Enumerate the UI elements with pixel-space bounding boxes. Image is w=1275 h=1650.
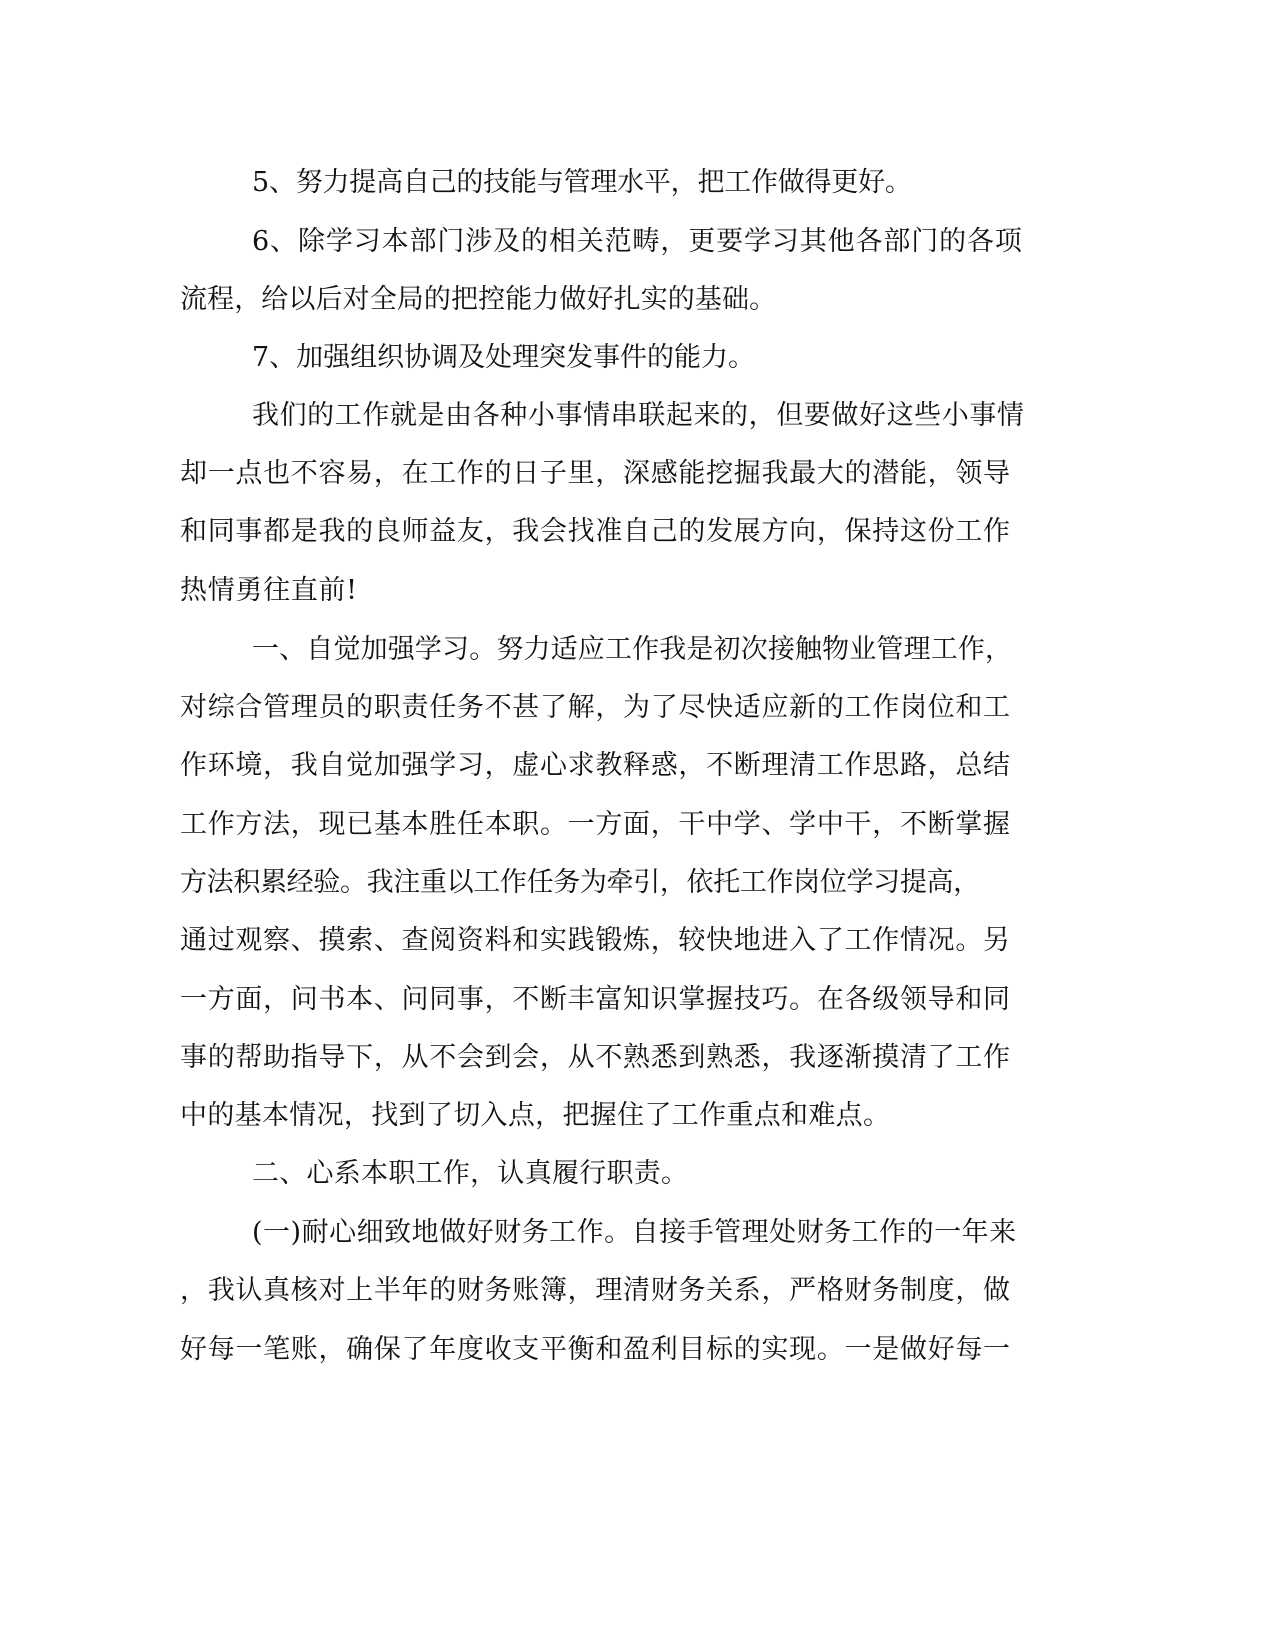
text-line: 对综合管理员的职责任务不甚了解，为了尽快适应新的工作岗位和工 xyxy=(180,692,1011,723)
text-line: 中的基本情况，找到了切入点，把握住了工作重点和难点。 xyxy=(180,1100,891,1131)
text-line: 一方面，问书本、问同事，不断丰富知识掌握技巧。在各级领导和同 xyxy=(180,984,1011,1015)
text-line: 一、自觉加强学习。努力适应工作我是初次接触物业管理工作， xyxy=(252,634,1013,665)
text-line: ，我认真核对上半年的财务账簿，理清财务关系，严格财务制度，做 xyxy=(180,1275,1011,1306)
text-line: 热情勇往直前! xyxy=(180,575,358,606)
text-line: 事的帮助指导下，从不会到会，从不熟悉到熟悉，我逐渐摸清了工作 xyxy=(180,1042,1011,1073)
text-line: 流程，给以后对全局的把控能力做好扎实的基础。 xyxy=(180,284,777,315)
text-line: (一)耐心细致地做好财务工作。自接手管理处财务工作的一年来 xyxy=(252,1217,1017,1248)
text-line: 6、除学习本部门涉及的相关范畴，更要学习其他各部门的各项 xyxy=(252,226,1023,257)
text-line: 通过观察、摸索、查阅资料和实践锻炼，较快地进入了工作情况。另 xyxy=(180,925,1011,956)
text-line: 5、努力提高自己的技能与管理水平，把工作做得更好。 xyxy=(252,167,912,198)
text-line: 工作方法，现已基本胜任本职。一方面，干中学、学中干，不断掌握 xyxy=(180,809,1011,840)
text-line: 作环境，我自觉加强学习，虚心求教释惑，不断理清工作思路，总结 xyxy=(180,750,1011,781)
text-line: 好每一笔账，确保了年度收支平衡和盈利目标的实现。一是做好每一 xyxy=(180,1334,1011,1365)
text-line: 方法积累经验。我注重以工作任务为牵引，依托工作岗位学习提高， xyxy=(180,867,980,898)
text-line: 和同事都是我的良师益友，我会找准自己的发展方向，保持这份工作 xyxy=(180,516,1011,547)
text-line: 却一点也不容易，在工作的日子里，深感能挖掘我最大的潜能，领导 xyxy=(180,458,1011,489)
text-line: 二、心系本职工作，认真履行职责。 xyxy=(252,1158,689,1189)
text-line: 我们的工作就是由各种小事情串联起来的，但要做好这些小事情 xyxy=(252,400,1025,431)
text-line: 7、加强组织协调及处理突发事件的能力。 xyxy=(252,342,755,373)
